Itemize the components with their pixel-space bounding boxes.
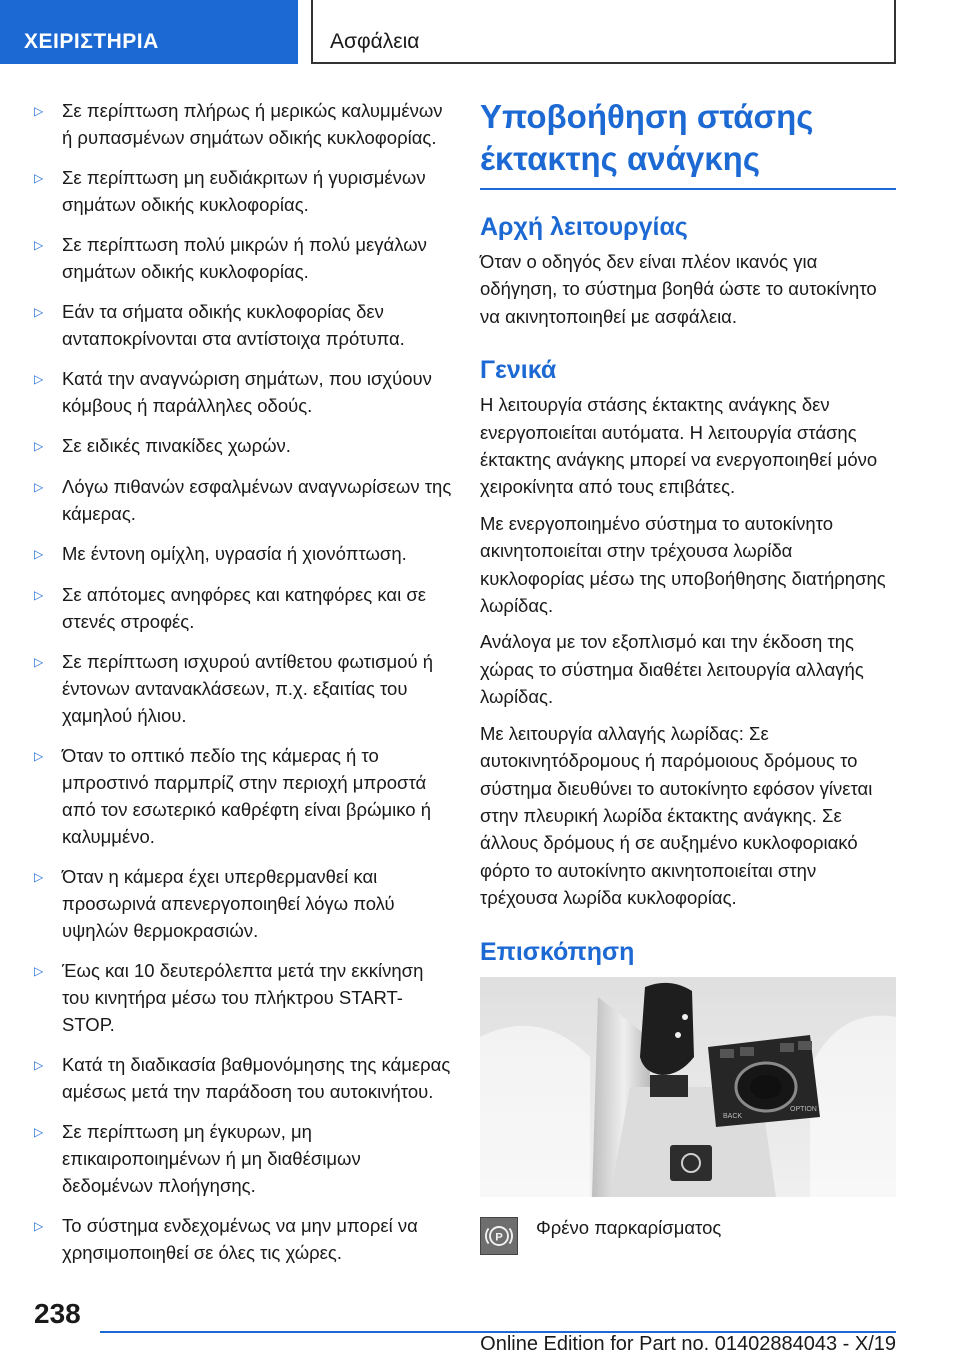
bullet-arrow-icon: ▷ bbox=[34, 588, 44, 602]
list-item-text: Όταν η κάμερα έχει υπερθερμανθεί και προσωρινά απενεργοποιηθεί λόγω πολύ υψηλών θερμοκρασιών. bbox=[62, 866, 395, 941]
list-item-text: Σε περίπτωση πλήρως ή μερικώς καλυμμένων ή ρυπασμένων σημάτων οδικής κυκλοφορίας. bbox=[62, 100, 443, 148]
list-item bbox=[34, 231, 454, 285]
bullet-arrow-icon: ▷ bbox=[34, 547, 44, 561]
list-item bbox=[34, 863, 454, 944]
list-item bbox=[34, 1118, 454, 1199]
bullet-arrow-icon: ▷ bbox=[34, 238, 44, 252]
console-option-label: OPTION bbox=[790, 1105, 817, 1113]
list-item-text: Σε περίπτωση μη έγκυρων, μη επικαιροποιημένων ή μη διαθέσιμων δεδομένων πλοήγησης. bbox=[62, 1121, 361, 1196]
list-item-text: Με έντονη ομίχλη, υγρασία ή χιονόπτωση. bbox=[62, 543, 407, 564]
list-item-text: Κατά τη διαδικασία βαθμονόμησης της κάμερας αμέσως μετά την παράδοση του αυτοκινήτου. bbox=[62, 1054, 451, 1102]
list-item-text: Σε περίπτωση μη ευδιάκριτων ή γυρισμένων σημάτων οδικής κυκλοφορίας. bbox=[62, 167, 426, 215]
list-item bbox=[34, 1212, 454, 1266]
list-item bbox=[34, 540, 454, 568]
general-paragraph: Η λειτουργία στάσης έκτακτης ανάγκης δεν ενεργοποιείται αυτόματα. Η λειτουργία στάσης έκτακτης ανάγκης μπορεί να ενεργοποιηθεί μόνο χειροκίνητα από τους επιβάτες. bbox=[480, 394, 878, 498]
list-item-text: Κατά την αναγνώριση σημάτων, που ισχύουν κόμβους ή παράλληλες οδούς. bbox=[62, 368, 432, 416]
list-item-text: Σε περίπτωση πολύ μικρών ή πολύ μεγάλων σημάτων οδικής κυκλοφορίας. bbox=[62, 234, 427, 282]
bullet-arrow-icon: ▷ bbox=[34, 372, 44, 386]
list-item bbox=[34, 742, 454, 850]
list-item-text: Όταν το οπτικό πεδίο της κάμερας ή το μπροστινό παρμπρίζ στην περιοχή μπροστά από τον εσωτερικό καθρέφτη είναι βρώμικο ή καλυμμένο. bbox=[62, 745, 432, 847]
page-title bbox=[480, 96, 896, 188]
list-item bbox=[34, 473, 454, 527]
list-item bbox=[34, 164, 454, 218]
manual-chapter-tab[interactable]: ΧΕΙΡΙΣΤΗΡΙΑ bbox=[0, 0, 298, 64]
general-paragraph: Με λειτουργία αλλαγής λωρίδας: Σε αυτοκινητόδρομους ή παρόμοιους δρόμους το σύστημα διευθύνει το αυτοκίνητο εφόσον γίνεται στην πλευρική λωρίδα έκτακτης ανάγκης. Σε άλλους δρόμους ή σε αυξημένο κυκλοφοριακό φόρτο το αυτοκίνητο ακινητοποιείται στην τρέχουσα λωρίδα κυκλοφορίας. bbox=[480, 722, 873, 909]
image-caption: Φρένο παρκαρίσματος bbox=[536, 1216, 722, 1238]
list-item bbox=[34, 298, 454, 352]
list-item bbox=[34, 957, 454, 1038]
list-item bbox=[34, 97, 454, 151]
page-title-line2: έκτακτης ανάγκης bbox=[480, 140, 761, 177]
bullet-arrow-icon: ▷ bbox=[34, 439, 44, 453]
right-column bbox=[480, 96, 896, 1255]
bullet-arrow-icon: ▷ bbox=[34, 964, 44, 978]
general-paragraph: Ανάλογα με τον εξοπλισμό και την έκδοση της χώρας το σύστημα διαθέτει λειτουργία αλλαγής λωρίδας. bbox=[480, 631, 864, 708]
general-heading: Γενικά bbox=[480, 356, 557, 385]
list-item bbox=[34, 581, 454, 635]
bullet-arrow-icon: ▷ bbox=[34, 1125, 44, 1139]
bullet-arrow-icon: ▷ bbox=[34, 104, 44, 118]
bullet-arrow-icon: ▷ bbox=[34, 655, 44, 669]
section-title: Ασφάλεια bbox=[311, 0, 896, 64]
svg-text:P: P bbox=[495, 1230, 503, 1243]
limitations-list bbox=[34, 97, 454, 1279]
bullet-arrow-icon: ▷ bbox=[34, 749, 44, 763]
list-item bbox=[34, 1051, 454, 1105]
parking-brake-icon bbox=[480, 1217, 518, 1255]
list-item bbox=[34, 432, 454, 460]
bullet-arrow-icon: ▷ bbox=[34, 305, 44, 319]
list-item-text: Το σύστημα ενδεχομένως να μην μπορεί να χρησιμοποιηθεί σε όλες τις χώρες. bbox=[62, 1215, 418, 1263]
footer-edition: Online Edition for Part no. 01402884043 - X/19 bbox=[480, 1333, 896, 1355]
list-item-text: Λόγω πιθανών εσφαλμένων αναγνωρίσεων της κάμερας. bbox=[62, 476, 452, 524]
console-back-label: BACK bbox=[723, 1112, 743, 1120]
list-item-text: Εάν τα σήματα οδικής κυκλοφορίας δεν ανταποκρίνονται στα αντίστοιχα πρότυπα. bbox=[62, 301, 405, 349]
bullet-arrow-icon: ▷ bbox=[34, 171, 44, 185]
title-divider bbox=[480, 188, 896, 190]
list-item-text: Σε απότομες ανηφόρες και κατηφόρες και σε στενές στροφές. bbox=[62, 584, 426, 632]
bullet-arrow-icon: ▷ bbox=[34, 870, 44, 884]
general-paragraph: Με ενεργοποιημένο σύστημα το αυτοκίνητο ακινητοποιείται στην τρέχουσα λωρίδα κυκλοφορίας μέσω της υποβοήθησης διατήρησης λωρίδας. bbox=[480, 512, 886, 617]
general-paragraphs bbox=[480, 391, 896, 911]
page-title-line1: Υποβοήθηση στάσης bbox=[480, 98, 814, 135]
list-item-text: Έως και 10 δευτερόλεπτα μετά την εκκίνηση του κινητήρα μέσω του πλήκτρου START-STOP. bbox=[62, 960, 424, 1035]
bullet-arrow-icon: ▷ bbox=[34, 1058, 44, 1072]
list-item-text: Σε ειδικές πινακίδες χωρών. bbox=[62, 435, 291, 456]
list-item-text: Σε περίπτωση ισχυρού αντίθετου φωτισμού ή έντονων αντανακλάσεων, π.χ. εξαιτίας του χαμηλού ήλιου. bbox=[62, 651, 433, 726]
principle-heading: Αρχή λειτουργίας bbox=[480, 213, 688, 241]
page-number: 238 bbox=[34, 1298, 81, 1329]
caption-row bbox=[480, 1217, 896, 1255]
list-item bbox=[34, 648, 454, 729]
center-console-image bbox=[480, 977, 896, 1197]
bullet-arrow-icon: ▷ bbox=[34, 480, 44, 494]
overview-heading: Επισκόπηση bbox=[480, 937, 635, 966]
bullet-arrow-icon: ▷ bbox=[34, 1219, 44, 1233]
principle-text: Όταν ο οδηγός δεν είναι πλέον ικανός για οδήγηση, το σύστημα βοηθά ώστε το αυτοκίνητο να ακινητοποιηθεί με ασφάλεια. bbox=[480, 251, 877, 327]
list-item bbox=[34, 365, 454, 419]
